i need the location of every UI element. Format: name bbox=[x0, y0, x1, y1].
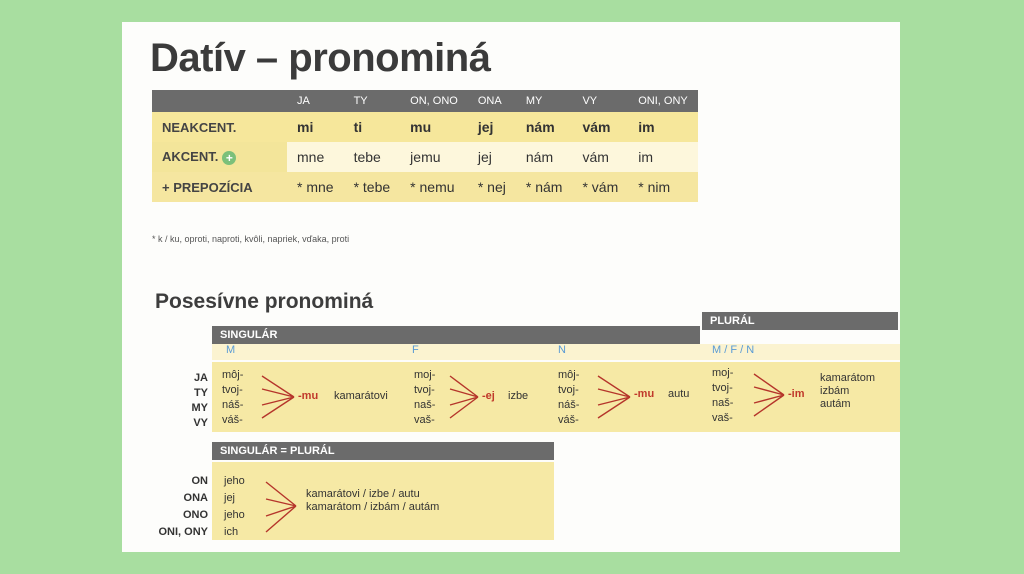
possessive-word: ich bbox=[224, 526, 239, 538]
stem: tvoj- bbox=[414, 384, 435, 396]
header-cell: TY bbox=[344, 90, 401, 112]
table-row-akcent bbox=[152, 142, 698, 172]
stem: vaš- bbox=[414, 414, 435, 426]
slide bbox=[122, 22, 900, 552]
dative-table-header bbox=[152, 90, 698, 112]
possessive-stems bbox=[558, 368, 579, 428]
person-label: ONA bbox=[183, 492, 208, 504]
header-cell: JA bbox=[287, 90, 344, 112]
table-row-prepozicia bbox=[152, 172, 698, 202]
noun-list bbox=[820, 372, 875, 411]
section-subtitle: Posesívne pronominá bbox=[155, 290, 374, 313]
row-label: NEAKCENT. bbox=[152, 112, 287, 142]
arrow-fan-icon bbox=[752, 372, 786, 418]
singular-header-bar: SINGULÁR bbox=[212, 326, 700, 344]
noun: kamarátom / izbám / autám bbox=[306, 501, 440, 513]
table-cell: ti bbox=[344, 112, 401, 142]
stem: vaš- bbox=[712, 412, 733, 424]
noun-list bbox=[508, 390, 528, 403]
arrow-fan-icon bbox=[264, 480, 298, 534]
table-cell: vám bbox=[572, 112, 628, 142]
stem: váš- bbox=[222, 414, 243, 426]
stem: naš- bbox=[414, 399, 436, 411]
header-cell: ONA bbox=[468, 90, 516, 112]
dative-table bbox=[152, 90, 698, 202]
table-row-neakcent bbox=[152, 112, 698, 142]
noun: kamarátovi / izbe / autu bbox=[306, 488, 420, 500]
table-cell: jemu bbox=[400, 142, 468, 172]
gender-label: M / F / N bbox=[712, 344, 755, 356]
person-label: ONI, ONY bbox=[158, 526, 208, 538]
stem: tvoj- bbox=[712, 382, 733, 394]
table-cell: * mne bbox=[287, 172, 344, 202]
suffix: -im bbox=[788, 388, 805, 400]
table-cell: * tebe bbox=[344, 172, 401, 202]
noun-list bbox=[668, 388, 689, 401]
person-label: VY bbox=[193, 417, 208, 429]
table-cell: * nim bbox=[628, 172, 698, 202]
arrow-fan-icon bbox=[260, 374, 296, 420]
possessive-stems bbox=[222, 368, 243, 428]
possessive-word: jeho bbox=[224, 509, 245, 521]
noun: autu bbox=[668, 388, 690, 400]
stem: môj- bbox=[222, 369, 244, 381]
row-label-cell bbox=[152, 142, 287, 172]
person-label: MY bbox=[191, 402, 208, 414]
page-title: Datív – pronominá bbox=[150, 36, 491, 80]
gender-label: N bbox=[558, 344, 566, 356]
table-cell: * vám bbox=[572, 172, 628, 202]
possessive-words bbox=[224, 473, 245, 541]
stem: váš- bbox=[558, 414, 579, 426]
gender-row bbox=[212, 344, 900, 360]
row-label: AKCENT. bbox=[162, 149, 219, 165]
suffix: -mu bbox=[298, 390, 319, 402]
noun: izbám bbox=[820, 385, 850, 397]
stem: tvoj- bbox=[558, 384, 579, 396]
table-cell: mu bbox=[400, 112, 468, 142]
person-label: ON bbox=[191, 475, 208, 487]
possessive-word: jeho bbox=[224, 475, 245, 487]
noun: kamarátovi bbox=[334, 390, 388, 402]
table-cell: * nemu bbox=[400, 172, 468, 202]
stem: moj- bbox=[712, 367, 734, 379]
noun: autám bbox=[820, 398, 851, 410]
gender-label: F bbox=[412, 344, 419, 356]
arrow-fan-icon bbox=[448, 374, 480, 420]
footnote: * k / ku, oproti, naproti, kvôli, napriek, vďaka, proti bbox=[152, 234, 350, 244]
table-cell: jej bbox=[468, 142, 516, 172]
table-cell: mne bbox=[287, 142, 344, 172]
table-cell: * nám bbox=[516, 172, 573, 202]
table-cell: mi bbox=[287, 112, 344, 142]
arrow-fan-icon bbox=[596, 374, 632, 420]
table-cell: nám bbox=[516, 112, 573, 142]
noun: izbe bbox=[508, 390, 529, 402]
person-label: ONO bbox=[182, 509, 208, 521]
table-cell: im bbox=[628, 142, 698, 172]
row-label: + PREPOZÍCIA bbox=[152, 172, 287, 202]
noun-list bbox=[306, 488, 439, 514]
possessive-word: jej bbox=[224, 492, 236, 504]
plus-icon: + bbox=[222, 151, 236, 165]
person-label: TY bbox=[193, 387, 208, 399]
table-cell: nám bbox=[516, 142, 573, 172]
noun: kamarátom bbox=[820, 372, 876, 384]
gender-label: M bbox=[226, 344, 236, 356]
header-cell: ONI, ONY bbox=[628, 90, 698, 112]
plural-header-bar: PLURÁL bbox=[702, 312, 898, 330]
noun-list bbox=[334, 390, 388, 403]
stem: naš- bbox=[712, 397, 734, 409]
possessive-stems bbox=[414, 368, 435, 428]
suffix: -ej bbox=[482, 390, 495, 402]
possessive-stems bbox=[712, 366, 733, 426]
header-corner bbox=[152, 90, 287, 112]
stem: môj- bbox=[558, 369, 580, 381]
table-cell: vám bbox=[572, 142, 628, 172]
table-cell: * nej bbox=[468, 172, 516, 202]
header-cell: ON, ONO bbox=[400, 90, 468, 112]
table-cell: im bbox=[628, 112, 698, 142]
table-cell: tebe bbox=[344, 142, 401, 172]
person-label: JA bbox=[193, 372, 208, 384]
stem: tvoj- bbox=[222, 384, 243, 396]
singular-plural-header-bar: SINGULÁR = PLURÁL bbox=[212, 442, 554, 460]
header-cell: VY bbox=[572, 90, 628, 112]
stem: náš- bbox=[558, 399, 580, 411]
suffix: -mu bbox=[634, 388, 655, 400]
stem: náš- bbox=[222, 399, 244, 411]
stem: moj- bbox=[414, 369, 436, 381]
header-cell: MY bbox=[516, 90, 573, 112]
table-cell: jej bbox=[468, 112, 516, 142]
